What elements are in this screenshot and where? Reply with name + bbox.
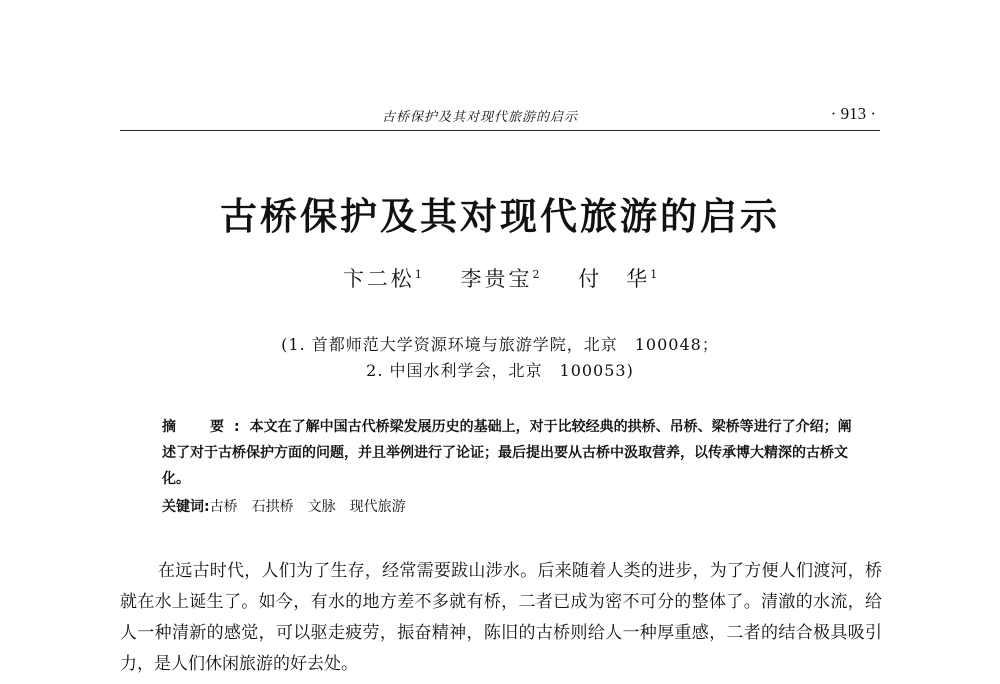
affiliation-line-2: 2. 中国水利学会，北京 100053) [366, 361, 634, 380]
author-list [0, 263, 1000, 293]
author-name: 李贵宝 [460, 267, 533, 291]
keyword: 古桥 [209, 499, 238, 515]
keyword: 现代旅游 [349, 499, 406, 515]
abstract-text: 本文在了解中国古代桥梁发展历史的基础上，对于比较经典的拱桥、吊桥、梁桥等进行了介绍；阐述了对于古桥保护方面的问题，并且举例进行了论证；最后提出要从古桥中汲取营养，以传承博大精深的古桥文化。 [162, 419, 852, 487]
abstract-label: 摘 要: [162, 419, 250, 435]
keywords [162, 496, 852, 516]
paper-title: 古桥保护及其对现代旅游的启示 [220, 195, 780, 238]
author-name: 卞二松 [342, 267, 415, 291]
author-affiliation-mark: 1 [414, 268, 422, 281]
body-paragraph: 在远古时代，人们为了生存，经常需要跋山涉水。后来随着人类的进步，为了方便人们渡河，桥就在水上诞生了。如今，有水的地方差不多就有桥，二者已成为密不可分的整体了。清澈的水流，给人一种清新的感觉，可以驱走疲劳，振奋精神，陈旧的古桥则给人一种厚重感，二者的结合极具吸引力，是人们休闲旅游的好去处。 [120, 561, 882, 674]
author [578, 267, 657, 291]
page-number: · 913 · [830, 104, 876, 123]
keywords-label: 关键词: [162, 499, 210, 515]
affiliation-line-1: (1. 首都师范大学资源环境与旅游学院，北京 100048； [281, 335, 719, 354]
keyword: 石拱桥 [251, 499, 294, 515]
author [461, 267, 540, 291]
author-affiliation-mark: 1 [650, 268, 658, 281]
author-name: 付 华 [578, 267, 651, 291]
abstract [162, 414, 852, 492]
running-title: 古桥保护及其对现代旅游的启示 [382, 110, 579, 125]
author [343, 267, 422, 291]
header-rule [120, 130, 880, 131]
keyword: 文脉 [307, 499, 336, 515]
author-affiliation-mark: 2 [532, 268, 540, 281]
page-header [120, 104, 880, 130]
